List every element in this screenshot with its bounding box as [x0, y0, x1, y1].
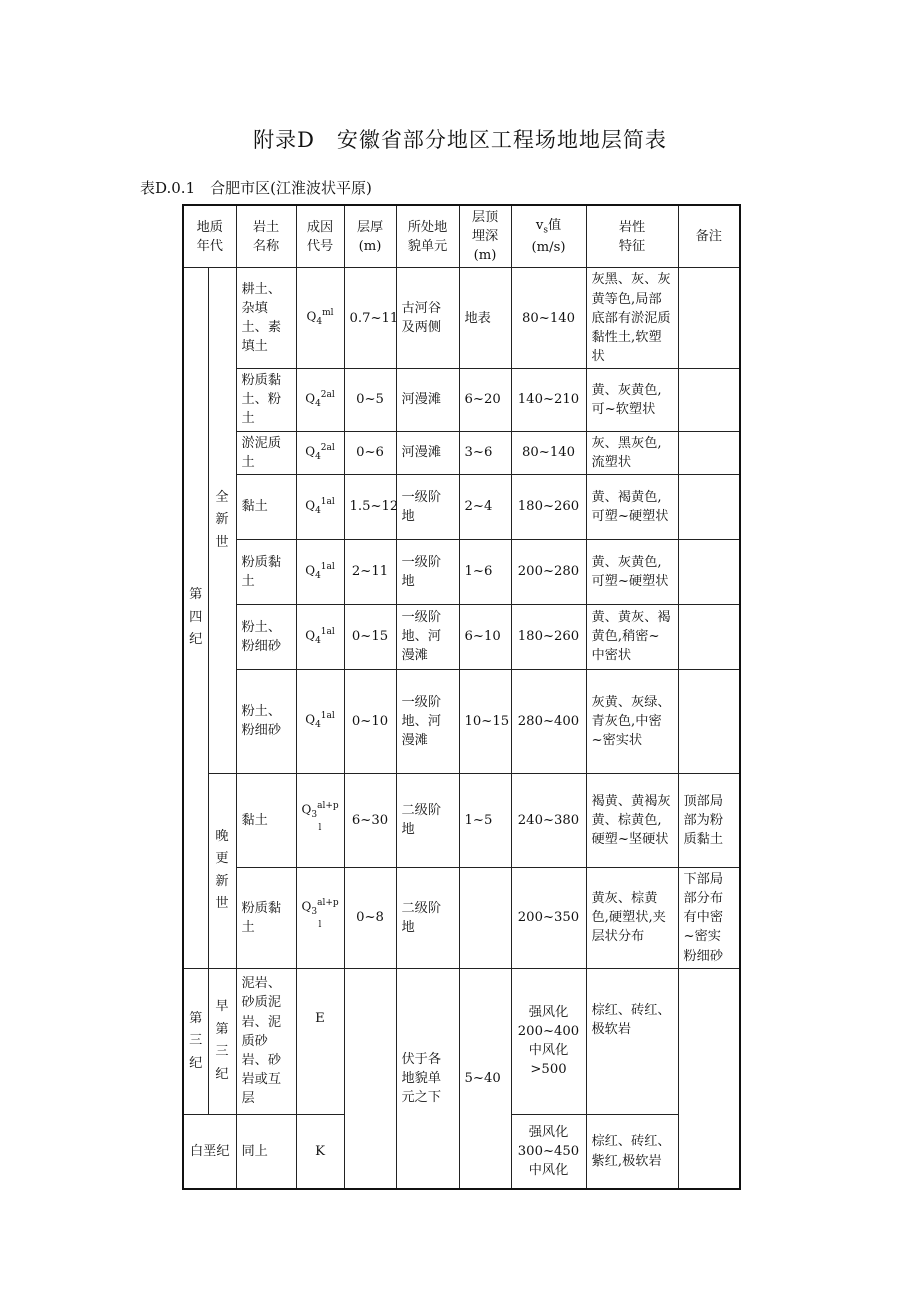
cell-note — [678, 604, 740, 669]
table-row — [183, 604, 740, 669]
cell-depth: 2~4 — [459, 474, 511, 539]
table-row — [183, 369, 740, 431]
cell-name: 粉土、粉细砂 — [236, 669, 296, 773]
cell-thickness — [344, 968, 396, 1189]
cell-note — [678, 268, 740, 369]
table-row — [183, 474, 740, 539]
cell-unit: 一级阶地、河漫滩 — [396, 669, 459, 773]
cell-name: 粉土、粉细砂 — [236, 604, 296, 669]
cell-note — [678, 431, 740, 474]
cell-code: $Q_4^{1al}$ — [296, 669, 344, 773]
header-unit: 所处地 貌单元 — [396, 205, 459, 268]
header-thickness: 层厚 (m) — [344, 205, 396, 268]
table-row — [183, 431, 740, 474]
cell-depth: 1~6 — [459, 539, 511, 604]
cell-feature: 褐黄、黄褐灰黄、棕黄色,硬塑~坚硬状 — [586, 773, 678, 867]
header-vs: $v_s$值 (m/s) — [511, 205, 586, 268]
cell-note: 顶部局部为粉质黏土 — [678, 773, 740, 867]
cell-depth: 6~10 — [459, 604, 511, 669]
cell-vs: 140~210 — [511, 369, 586, 431]
cell-vs: 200~280 — [511, 539, 586, 604]
cell-note — [678, 539, 740, 604]
cell-unit: 河漫滩 — [396, 369, 459, 431]
cell-feature: 黄、灰黄色,可~软塑状 — [586, 369, 678, 431]
epoch-early-tertiary: 早第三纪 — [208, 968, 236, 1114]
cell-vs: 180~260 — [511, 474, 586, 539]
period-tertiary: 第三纪 — [183, 968, 208, 1114]
table-row — [183, 669, 740, 773]
cell-unit: 古河谷及两侧 — [396, 268, 459, 369]
cell-code: E — [296, 968, 344, 1114]
cell-feature: 棕红、砖红、极软岩 — [586, 968, 678, 1114]
cell-thickness: 0~15 — [344, 604, 396, 669]
cell-note — [678, 968, 740, 1189]
cell-unit: 一级阶地、河漫滩 — [396, 604, 459, 669]
cell-unit: 河漫滩 — [396, 431, 459, 474]
table-row — [183, 773, 740, 867]
cell-note: 下部局部分布有中密~密实粉细砂 — [678, 867, 740, 968]
cell-note — [678, 474, 740, 539]
header-note: 备注 — [678, 205, 740, 268]
cell-thickness: 2~11 — [344, 539, 396, 604]
cell-unit: 一级阶地 — [396, 474, 459, 539]
cell-code: $Q_4^{1al}$ — [296, 539, 344, 604]
cell-vs: 280~400 — [511, 669, 586, 773]
period-quaternary: 第四纪 — [183, 268, 208, 968]
cell-vs: 80~140 — [511, 268, 586, 369]
table-row — [183, 268, 740, 369]
strata-table — [182, 204, 741, 1190]
cell-unit: 伏于各地貌单元之下 — [396, 968, 459, 1189]
cell-depth: 地表 — [459, 268, 511, 369]
cell-feature: 黄、褐黄色,可塑~硬塑状 — [586, 474, 678, 539]
page-title: 附录D 安徽省部分地区工程场地地层简表 — [253, 128, 667, 152]
cell-code: $Q_4^{1al}$ — [296, 604, 344, 669]
cell-vs: 强风化 300~450 中风化 — [511, 1114, 586, 1189]
cell-feature: 灰黄、灰绿、青灰色,中密~密实状 — [586, 669, 678, 773]
cell-depth: 6~20 — [459, 369, 511, 431]
cell-thickness: 0~8 — [344, 867, 396, 968]
table-row — [183, 867, 740, 968]
cell-code: $Q_3^{al+p}$ $^l$ — [296, 773, 344, 867]
epoch-late-pleistocene: 晚更新世 — [208, 773, 236, 968]
table-row — [183, 539, 740, 604]
cell-name: 粉质黏土 — [236, 539, 296, 604]
cell-thickness: 1.5~12 — [344, 474, 396, 539]
cell-depth: 5~40 — [459, 968, 511, 1189]
cell-name: 耕土、杂填土、素填土 — [236, 268, 296, 369]
cell-feature: 灰黑、灰、灰黄等色,局部底部有淤泥质黏性土,软塑状 — [586, 268, 678, 369]
epoch-holocene: 全新世 — [208, 268, 236, 773]
cell-name: 粉质黏土、粉土 — [236, 369, 296, 431]
cell-note — [678, 669, 740, 773]
cell-depth: 3~6 — [459, 431, 511, 474]
header-row — [183, 205, 740, 268]
cell-depth: 10~15 — [459, 669, 511, 773]
cell-vs: 80~140 — [511, 431, 586, 474]
table-row — [183, 968, 740, 1114]
cell-code: $Q_4^{2al}$ — [296, 431, 344, 474]
cell-feature: 棕红、砖红、紫红,极软岩 — [586, 1114, 678, 1189]
cell-feature: 灰、黑灰色,流塑状 — [586, 431, 678, 474]
header-feature: 岩性 特征 — [586, 205, 678, 268]
cell-vs: 180~260 — [511, 604, 586, 669]
cell-feature: 黄、灰黄色,可塑~硬塑状 — [586, 539, 678, 604]
cell-depth: 1~5 — [459, 773, 511, 867]
cell-unit: 一级阶地 — [396, 539, 459, 604]
period-cretaceous: 白垩纪 — [183, 1114, 236, 1189]
cell-name: 黏土 — [236, 773, 296, 867]
cell-thickness: 0.7~11 — [344, 268, 396, 369]
cell-name: 黏土 — [236, 474, 296, 539]
cell-vs: 强风化 200~400 中风化 >500 — [511, 968, 586, 1114]
cell-unit: 二级阶地 — [396, 867, 459, 968]
cell-name: 粉质黏土 — [236, 867, 296, 968]
table-caption: 表D.0.1 合肥市区(江淮波状平原) — [140, 179, 372, 197]
cell-code: $Q_4^{2al}$ — [296, 369, 344, 431]
cell-depth — [459, 867, 511, 968]
cell-code: K — [296, 1114, 344, 1189]
cell-feature: 黄灰、棕黄色,硬塑状,夹层状分布 — [586, 867, 678, 968]
cell-thickness: 0~10 — [344, 669, 396, 773]
cell-thickness: 0~6 — [344, 431, 396, 474]
header-code: 成因 代号 — [296, 205, 344, 268]
cell-code: $Q_3^{al+p}$ $^l$ — [296, 867, 344, 968]
cell-feature: 黄、黄灰、褐黄色,稍密~中密状 — [586, 604, 678, 669]
cell-code: $Q_4^{ml}$ — [296, 268, 344, 369]
cell-unit: 二级阶地 — [396, 773, 459, 867]
cell-name: 同上 — [236, 1114, 296, 1189]
cell-note — [678, 369, 740, 431]
header-name: 岩土 名称 — [236, 205, 296, 268]
header-age: 地质 年代 — [183, 205, 236, 268]
header-depth: 层顶 埋深 (m) — [459, 205, 511, 268]
cell-name: 淤泥质土 — [236, 431, 296, 474]
cell-thickness: 6~30 — [344, 773, 396, 867]
cell-name: 泥岩、砂质泥岩、泥质砂岩、砂岩或互层 — [236, 968, 296, 1114]
cell-vs: 200~350 — [511, 867, 586, 968]
cell-vs: 240~380 — [511, 773, 586, 867]
cell-thickness: 0~5 — [344, 369, 396, 431]
cell-code: $Q_4^{1al}$ — [296, 474, 344, 539]
